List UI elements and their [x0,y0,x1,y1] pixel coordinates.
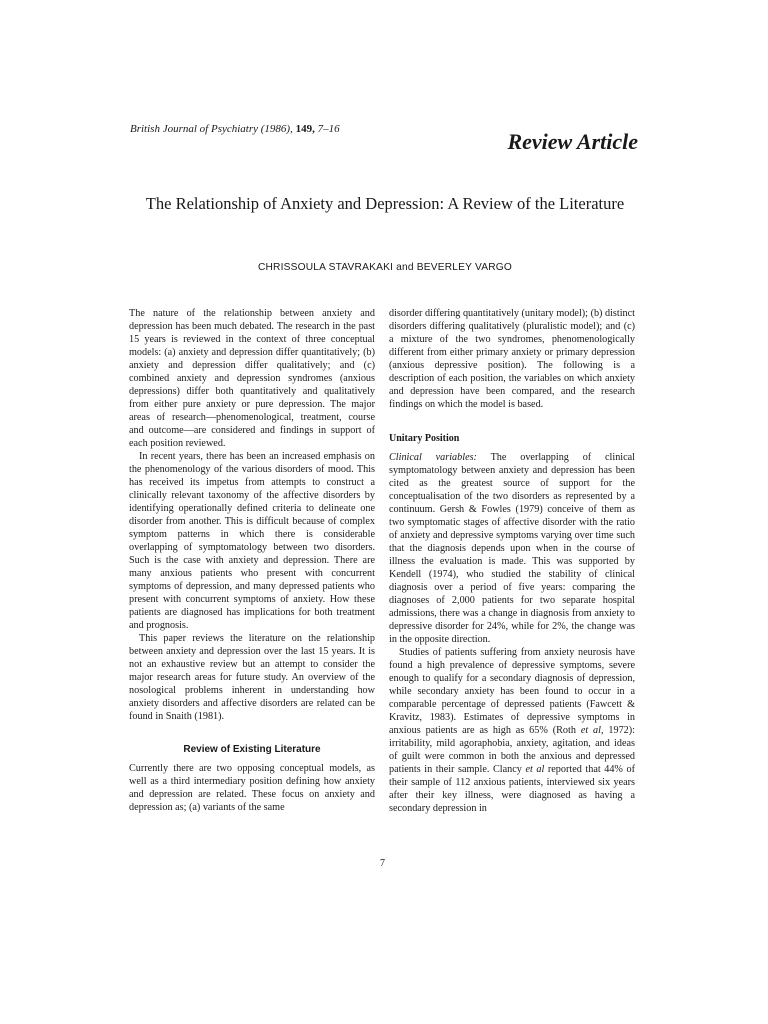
studies-text-b: , 1972): irritability, mild agoraphobia, anxiety, agitation, and ideas of guilt were common in both the anxious and depressed patients in their sample. Clancy [389,725,635,775]
journal-reference [130,123,340,135]
paragraph-intro-1: In recent years, there has been an increased emphasis on the phenomenology of the various disorders of mood. This has received its impetus from attempts to construct a clinically relevant taxonomy of the affective disorders by identifying operationally defined criteria to delineate one disorder from another. This is difficult because of complex symptom patterns in which there is considerable overlapping of symptomatology between two disorders. Such is the case with anxiety and depression. There are many anxious patients who present with concurrent symptoms of depression, and many depressed patients who present with concurrent symptoms of anxiety. How these patients are diagnosed has implications for both treatment and prognosis. [129,451,375,631]
et-al-1: et al [580,725,601,736]
clinical-variables-text: The overlapping of clinical symptomatology between anxiety and depression has been cited as the greatest source of support for the conceptualisation of the two disorders as represented by a continuum. Gersh & Fowles (1979) conceive of them as two symptomatic stages of affective disorder with the ratio of anxiety and depressive symptoms varying over time such that the diagnosis depends upon when in the course of illness the evaluation is made. This was supported by Kendell (1974), who studied the stability of clinical diagnosis over a period of five years: comparing the diagnoses of 2,000 patients for two separate hospital admissions, there was a change in diagnosis from anxiety to depressive disorder for 24%, while for 2%, the change was in the opposite direction. [389,452,635,645]
page-number: 7 [380,858,385,869]
paragraph-intro-2: This paper reviews the literature on the relationship between anxiety and depression over the last 15 years. It is not an exhaustive review but an attempt to consider the major research areas for future study. An overview of the nosological problems inherent in understanding how anxiety disorders and affective disorders are related can be found in Snaith (1981). [129,633,375,722]
article-type-label: Review Article [507,129,638,154]
studies-text-c: reported that 44% of their sample of 112 anxious patients, interviewed six years after their key illness, were diagnosed as having a secondary depression in [389,764,635,814]
paragraph-review: Currently there are two opposing conceptual models, as well as a third intermediary position defining how anxiety and depression are related. These focus on anxiety and depression as; (a) variants of the same [129,763,375,813]
section-heading-unitary: Unitary Position [389,433,460,444]
article-title: The Relationship of Anxiety and Depression: A Review of the Literature [145,194,625,213]
paragraph-models: disorder differing quantitatively (unitary model); (b) distinct disorders differing qualitatively (pluralistic model); and (c) a mixture of the two syndromes, phenomenologically different from either primary anxiety or primary depression (anxious depressive position). The following is a description of each position, the variables on which anxiety and depression have been compared, and the research findings on which the model is based. [389,308,635,410]
left-column [129,307,375,814]
right-column [389,307,635,815]
journal-pages: 7–16 [314,123,340,135]
studies-text-a: Studies of patients suffering from anxiety neurosis have found a high prevalence of depressive symptoms, severe enough to qualify for a secondary diagnosis of depression, while secondary anxiety has been found to occur in a comparable percentage of depressed patients (Fawcett & Kravitz, 1983). Estimates of depressive symptoms in anxious patients are as high as 65% (Roth [389,647,635,736]
journal-name: British Journal of Psychiatry [130,123,259,135]
abstract: The nature of the relationship between anxiety and depression has been much debated. The research in the past 15 years is reviewed in the context of three conceptual models: (a) anxiety and depression differ quantitatively; (b) anxiety and depression differ qualitatively; and (c) combined anxiety and depression syndromes (anxious depressions) differ both quantitatively and qualitatively from either pure anxiety or pure depression. The major areas of research—phenomenological, treatment, course and outcome—are considered and findings in support of each position reviewed. [129,308,375,449]
section-heading-review: Review of Existing Literature [183,744,321,755]
subheading-clinical-variables: Clinical variables: [389,452,477,463]
paragraph-studies [389,646,635,815]
author-line: CHRISSOULA STAVRAKAKI and BEVERLEY VARGO [257,262,513,273]
journal-year: (1986), [258,123,296,135]
journal-volume: 149, [295,123,315,135]
paragraph-clinical-variables [389,451,635,646]
et-al-2: et al [525,764,545,775]
